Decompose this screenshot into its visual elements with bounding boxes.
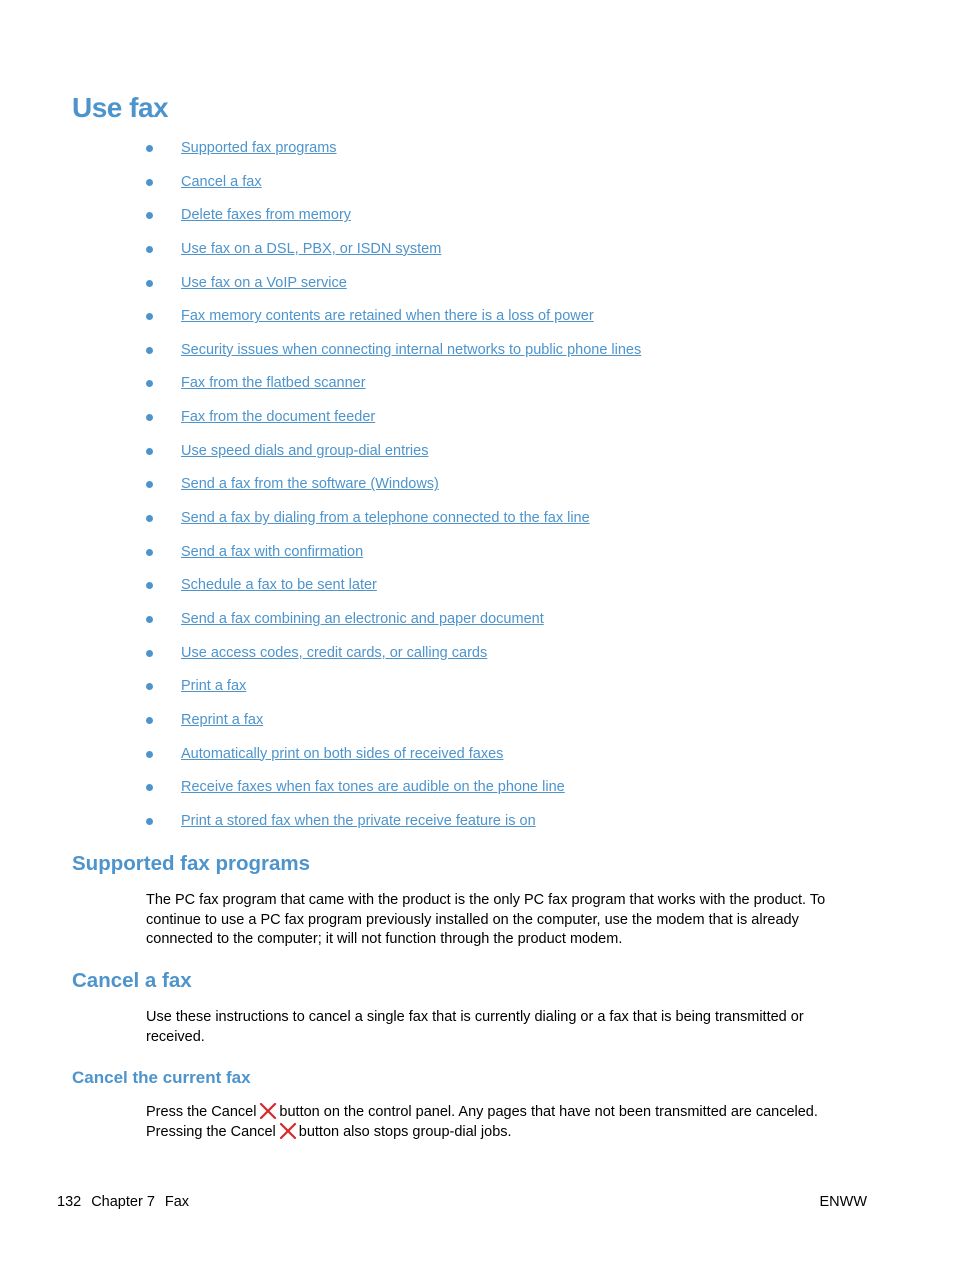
bullet-icon	[146, 145, 153, 152]
paragraph-line: The PC fax program that came with the product is the only PC fax program that works with the product. To	[146, 892, 826, 908]
section-label: Fax	[164, 1194, 190, 1210]
section-heading-cancel-a-fax: Cancel a fax	[72, 969, 192, 992]
toc-link-private-receive[interactable]: Print a stored fax when the private receive feature is on	[181, 812, 536, 829]
bullet-icon	[146, 717, 153, 724]
paragraph-line	[146, 1122, 856, 1142]
toc-link-print-both-sides[interactable]: Automatically print on both sides of received faxes	[181, 745, 504, 762]
bullet-icon	[146, 347, 153, 354]
paragraph-line	[146, 1102, 856, 1122]
toc-link-delete-faxes[interactable]: Delete faxes from memory	[181, 207, 352, 224]
toc-link-send-by-dialing[interactable]: Send a fax by dialing from a telephone connected to the fax line	[181, 510, 590, 527]
toc-link-speed-dials[interactable]: Use speed dials and group-dial entries	[181, 442, 429, 459]
bullet-icon	[146, 616, 153, 623]
bullet-icon	[146, 784, 153, 791]
bullet-icon	[146, 380, 153, 387]
toc-link-fax-tones-audible[interactable]: Receive faxes when fax tones are audible on the phone line	[181, 779, 565, 796]
bullet-icon	[146, 414, 153, 421]
bullet-icon	[146, 549, 153, 556]
toc-link-flatbed-scanner[interactable]: Fax from the flatbed scanner	[181, 375, 366, 392]
paragraph-line: Use these instructions to cancel a single fax that is currently dialing or a fax that is being transmitted or	[146, 1009, 804, 1025]
cancel-icon	[279, 1123, 297, 1139]
toc-link-reprint-a-fax[interactable]: Reprint a fax	[181, 711, 264, 728]
bullet-icon	[146, 818, 153, 825]
footer-left	[57, 1192, 199, 1212]
bullet-icon	[146, 751, 153, 758]
bullet-icon	[146, 212, 153, 219]
toc-link-send-from-software[interactable]: Send a fax from the software (Windows)	[181, 476, 439, 493]
bullet-icon	[146, 650, 153, 657]
text-run: Pressing the Cancel	[146, 1124, 276, 1140]
supported-paragraph	[146, 891, 856, 950]
toc-link-send-with-confirmation[interactable]: Send a fax with confirmation	[181, 543, 364, 560]
cancel-current-paragraph	[146, 1102, 856, 1142]
paragraph-line: connected to the computer; it will not function through the product modem.	[146, 931, 623, 947]
toc-link-combine-documents[interactable]: Send a fax combining an electronic and paper document	[181, 610, 544, 627]
paragraph-line: continue to use a PC fax program previously installed on the computer, use the modem that is already	[146, 911, 799, 928]
toc-link-print-a-fax[interactable]: Print a fax	[181, 678, 247, 695]
bullet-icon	[146, 515, 153, 522]
toc-link-supported-fax-programs[interactable]: Supported fax programs	[181, 140, 337, 156]
toc-link-memory-retained[interactable]: Fax memory contents are retained when there is a loss of power	[181, 308, 594, 325]
paragraph-line: received.	[146, 1028, 205, 1045]
bullet-icon	[146, 448, 153, 455]
bullet-icon	[146, 683, 153, 690]
page-number: 132	[57, 1194, 82, 1210]
chapter-label: Chapter 7	[91, 1194, 155, 1210]
cancel-icon	[259, 1103, 277, 1119]
footer-locale: ENWW	[819, 1194, 867, 1210]
page-title: Use fax	[72, 92, 169, 123]
bullet-icon	[146, 313, 153, 320]
text-run: button on the control panel. Any pages that have not been transmitted are canceled.	[279, 1104, 818, 1120]
toc-link-dsl-pbx-isdn[interactable]: Use fax on a DSL, PBX, or ISDN system	[181, 240, 442, 257]
bullet-icon	[146, 481, 153, 488]
text-run: button also stops group-dial jobs.	[298, 1124, 512, 1140]
toc-link-cancel-a-fax[interactable]: Cancel a fax	[181, 173, 262, 190]
section-heading-supported-fax-programs: Supported fax programs	[72, 852, 311, 875]
bullet-icon	[146, 582, 153, 589]
subsection-heading-cancel-current-fax: Cancel the current fax	[72, 1068, 251, 1087]
toc-link-access-codes[interactable]: Use access codes, credit cards, or calling cards	[181, 644, 488, 661]
toc-link-schedule-fax[interactable]: Schedule a fax to be sent later	[181, 577, 377, 594]
bullet-icon	[146, 179, 153, 186]
bullet-icon	[146, 280, 153, 287]
bullet-icon	[146, 246, 153, 253]
toc-link-security-issues[interactable]: Security issues when connecting internal networks to public phone lines	[181, 341, 642, 358]
cancel-paragraph	[146, 1008, 856, 1047]
toc-link-voip[interactable]: Use fax on a VoIP service	[181, 274, 347, 291]
toc-link-document-feeder[interactable]: Fax from the document feeder	[181, 409, 376, 426]
text-run: Press the Cancel	[146, 1104, 257, 1120]
